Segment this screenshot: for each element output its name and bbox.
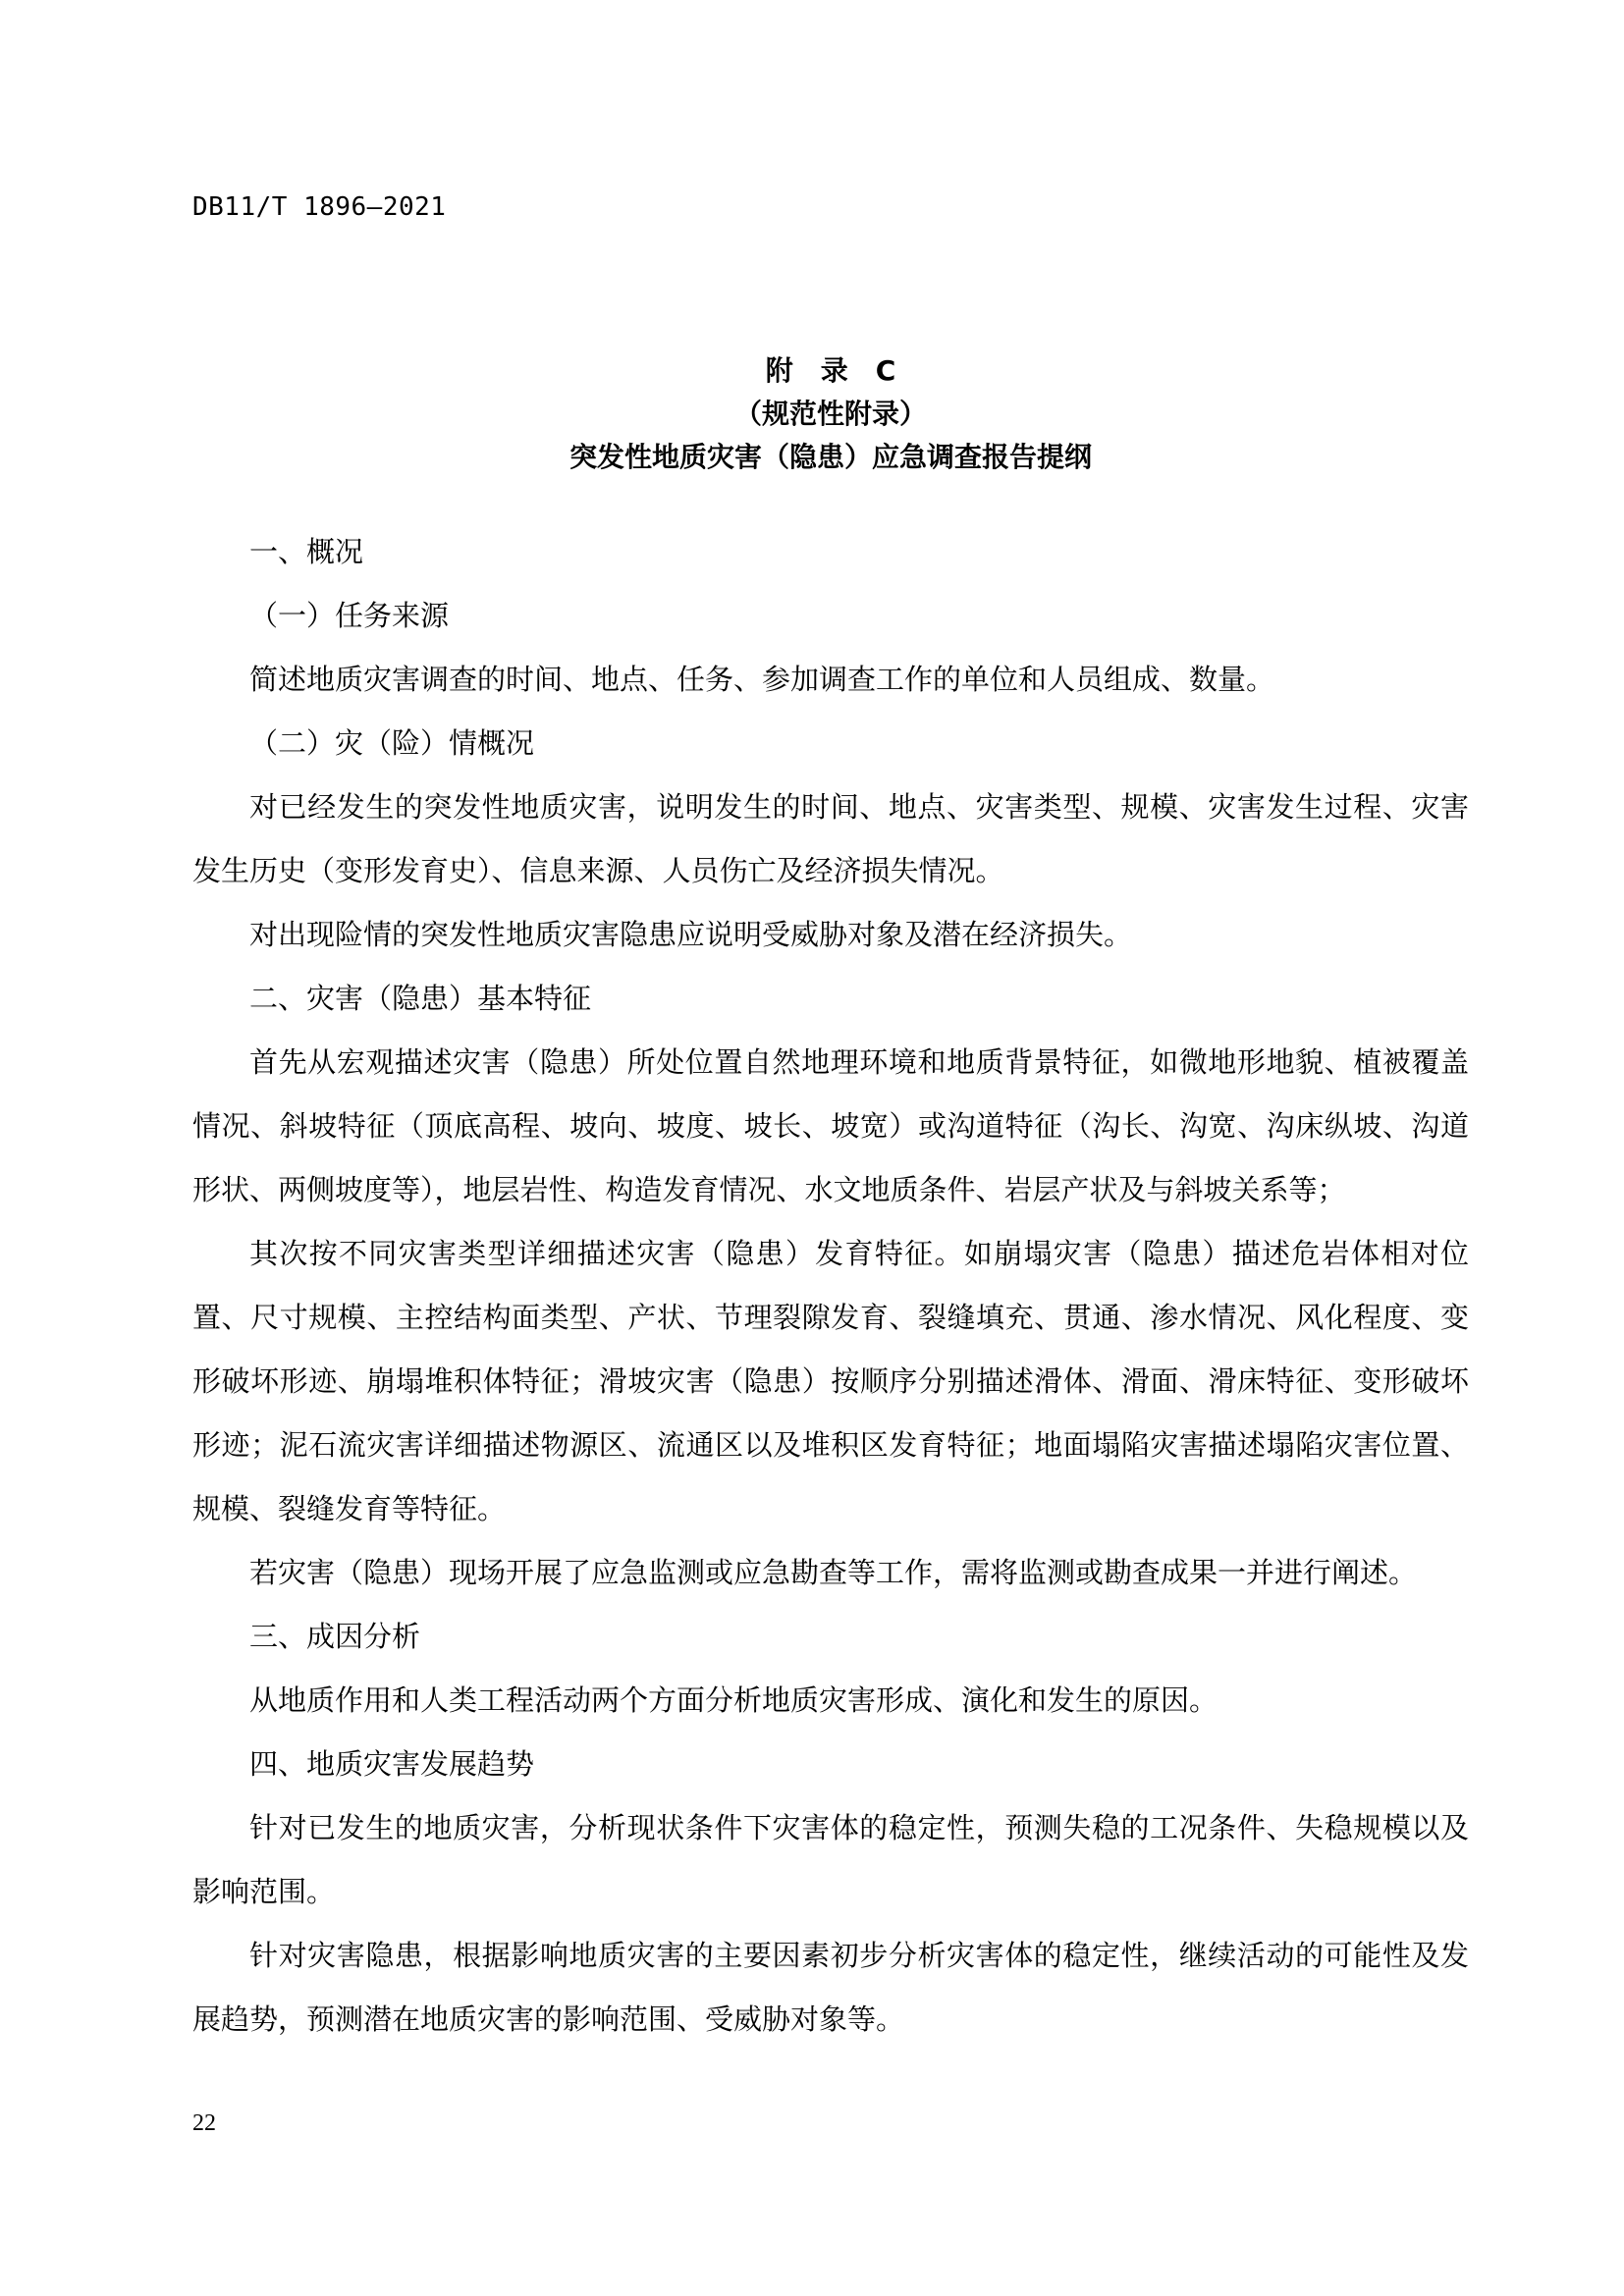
paragraph: 简述地质灾害调查的时间、地点、任务、参加调查工作的单位和人员组成、数量。	[249, 663, 1275, 696]
section-heading-cause-analysis: 三、成因分析	[249, 1620, 421, 1653]
paragraph: 针对灾害隐患，根据影响地质灾害的主要因素初步分析灾害体的稳定性，继续活动的可能性及发展趋势，预测潜在地质灾害的影响范围、受威胁对象等。	[192, 1939, 1469, 2036]
appendix-title: 突发性地质灾害（隐患）应急调查报告提纲	[568, 441, 1092, 473]
standard-code-header: DB11/T 1896—2021	[192, 192, 447, 222]
section-heading-overview: 一、概况	[249, 535, 364, 568]
section-heading-trend: 四、地质灾害发展趋势	[249, 1747, 535, 1781]
paragraph: 对出现险情的突发性地质灾害隐患应说明受威胁对象及潜在经济损失。	[249, 918, 1133, 951]
page-number: 22	[192, 2110, 216, 2136]
paragraph: 若灾害（隐患）现场开展了应急监测或应急勘查等工作，需将监测或勘查成果一并进行阐述。	[249, 1556, 1418, 1589]
appendix-type: （规范性附录）	[733, 398, 927, 430]
paragraph: 对已经发生的突发性地质灾害，说明发生的时间、地点、灾害类型、规模、灾害发生过程、灾害发生历史（变形发育史）、信息来源、人员伤亡及经济损失情况。	[192, 790, 1469, 887]
paragraph: 首先从宏观描述灾害（隐患）所处位置自然地理环境和地质背景特征，如微地形地貌、植被覆盖情况、斜坡特征（顶底高程、坡向、坡度、坡长、坡宽）或沟道特征（沟长、沟宽、沟床纵坡、沟道形状、两侧坡度等），地层岩性、构造发育情况、水文地质条件、岩层产状及与斜坡关系等；	[192, 1045, 1469, 1206]
subsection-heading-task-source: （一）任务来源	[249, 599, 450, 632]
paragraph: 从地质作用和人类工程活动两个方面分析地质灾害形成、演化和发生的原因。	[249, 1683, 1218, 1717]
appendix-title-block	[192, 349, 1469, 479]
section-heading-basic-features: 二、灾害（隐患）基本特征	[249, 982, 592, 1015]
paragraph: 其次按不同灾害类型详细描述灾害（隐患）发育特征。如崩塌灾害（隐患）描述危岩体相对位置、尺寸规模、主控结构面类型、产状、节理裂隙发育、裂缝填充、贯通、渗水情况、风化程度、变形破坏形迹、崩塌堆积体特征；滑坡灾害（隐患）按顺序分别描述滑体、滑面、滑床特征、变形破坏形迹；泥石流灾害详细描述物源区、流通区以及堆积区发育特征；地面塌陷灾害描述塌陷灾害位置、规模、裂缝发育等特征。	[192, 1237, 1469, 1525]
subsection-heading-disaster-overview: （二）灾（险）情概况	[249, 726, 535, 760]
body-text	[192, 520, 1469, 2052]
appendix-label: 附 录 C	[765, 354, 896, 387]
paragraph: 针对已发生的地质灾害，分析现状条件下灾害体的稳定性，预测失稳的工况条件、失稳规模以及影响范围。	[192, 1811, 1469, 1908]
